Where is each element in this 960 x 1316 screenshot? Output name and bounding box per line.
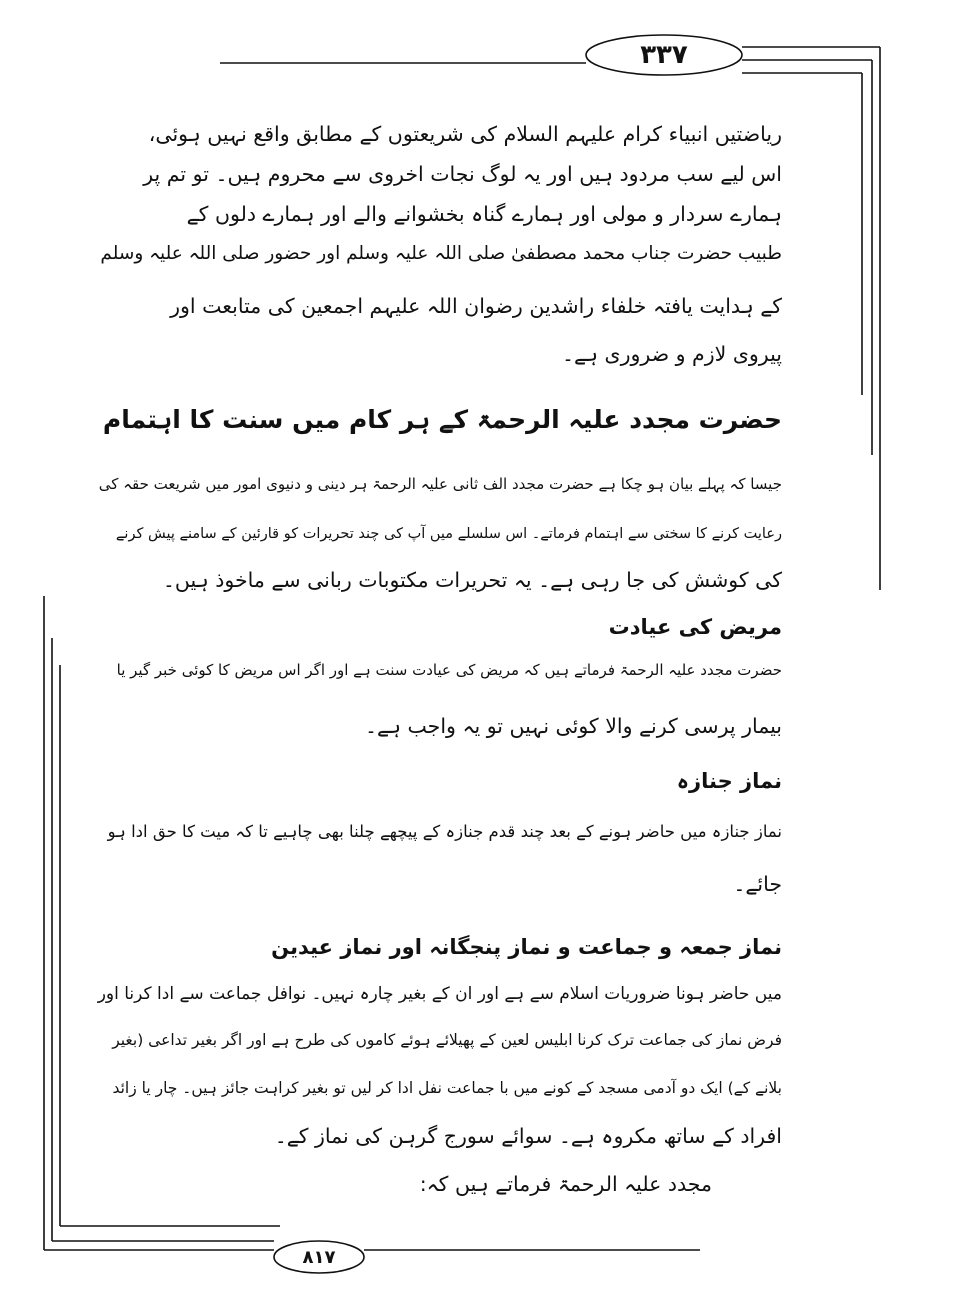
top-page-number: ۳۳۷ [640, 40, 688, 70]
section1-line-2: رعایت کرنے کا سختی سے اہتمام فرماتے۔ اس سلسلے میں آپ کی چند تحریرات کو قارئین کے سامنے پیش کرنے [115, 526, 782, 542]
intro-line-5: کے ہدایت یافتہ خلفاء راشدین رضوان اللہ علیہم اجمعین کی متابعت اور [170, 294, 782, 318]
section4-line-5: مجدد علیہ الرحمۃ فرماتے ہیں کہ: [419, 1172, 712, 1196]
section4-line-1: میں حاضر ہونا ضروریات اسلام سے ہے اور ان کے بغیر چارہ نہیں۔ نوافل جماعت سے ادا کرنا اور [97, 984, 782, 1004]
section4-line-2: فرض نماز کی جماعت ترک کرنا ابلیس لعین کے پھیلائے ہوئے کاموں کی طرح ہے اور اگر بغیر تداعی (بغیر [112, 1031, 782, 1049]
intro-line-1: ریاضتیں انبیاء کرام علیہم السلام کی شریعتوں کے مطابق واقع نہیں ہوئی، [148, 122, 782, 146]
section-heading-visit-sick: مریض کی عیادت [608, 615, 782, 639]
section3-line-1: نماز جنازہ میں حاضر ہونے کے بعد چند قدم جنازہ کے پیچھے چلنا بھی چاہیے تا کہ میت کا حق ادا ہو [107, 822, 782, 841]
intro-line-6: پیروی لازم و ضروری ہے۔ [562, 342, 782, 366]
section-heading-sunnah: حضرت مجدد علیہ الرحمۃ کے ہر کام میں سنت کا اہتمام [102, 405, 782, 434]
section1-line-1: جیسا کہ پہلے بیان ہو چکا ہے حضرت مجدد الف ثانی علیہ الرحمۃ ہر دینی و دنیوی امور میں شریعت حقہ کی [98, 475, 782, 493]
section4-line-4: افراد کے ساتھ مکروہ ہے۔ سوائے سورج گرہن کی نماز کے۔ [274, 1124, 782, 1148]
intro-line-3: ہمارے سردار و مولی اور ہمارے گناہ بخشوانے والے اور ہمارے دلوں کے [186, 202, 782, 226]
section-heading-funeral-prayer: نماز جنازہ [676, 769, 782, 793]
section3-line-2: جائے۔ [733, 872, 782, 896]
bottom-page-number: ۸۱۷ [302, 1247, 336, 1268]
intro-line-2: اس لیے سب مردود ہیں اور یہ لوگ نجات اخروی سے محروم ہیں۔ تو تم پر [143, 162, 782, 186]
section2-line-1: حضرت مجدد علیہ الرحمۃ فرماتے ہیں کہ مریض کی عیادت سنت ہے اور اگر اس مریض کا کوئی خبر گیر یا [116, 661, 782, 679]
section1-line-3: کی کوشش کی جا رہی ہے۔ یہ تحریرات مکتوبات ربانی سے ماخوذ ہیں۔ [162, 568, 782, 592]
section2-line-2: بیمار پرسی کرنے والا کوئی نہیں تو یہ واجب ہے۔ [365, 714, 782, 738]
section-heading-congregation-prayers: نماز جمعہ و جماعت و نماز پنجگانہ اور نماز عیدین [271, 935, 782, 959]
intro-line-4: طبیب حضرت جناب محمد مصطفیٰ صلی اللہ علیہ وسلم اور حضور صلی اللہ علیہ وسلم [100, 243, 782, 264]
section4-line-3: بلانے کے) ایک دو آدمی مسجد کے کونے میں با جماعت نفل ادا کر لیں تو بغیر کراہت جائز ہیں۔ چار یا زائد [112, 1079, 782, 1097]
